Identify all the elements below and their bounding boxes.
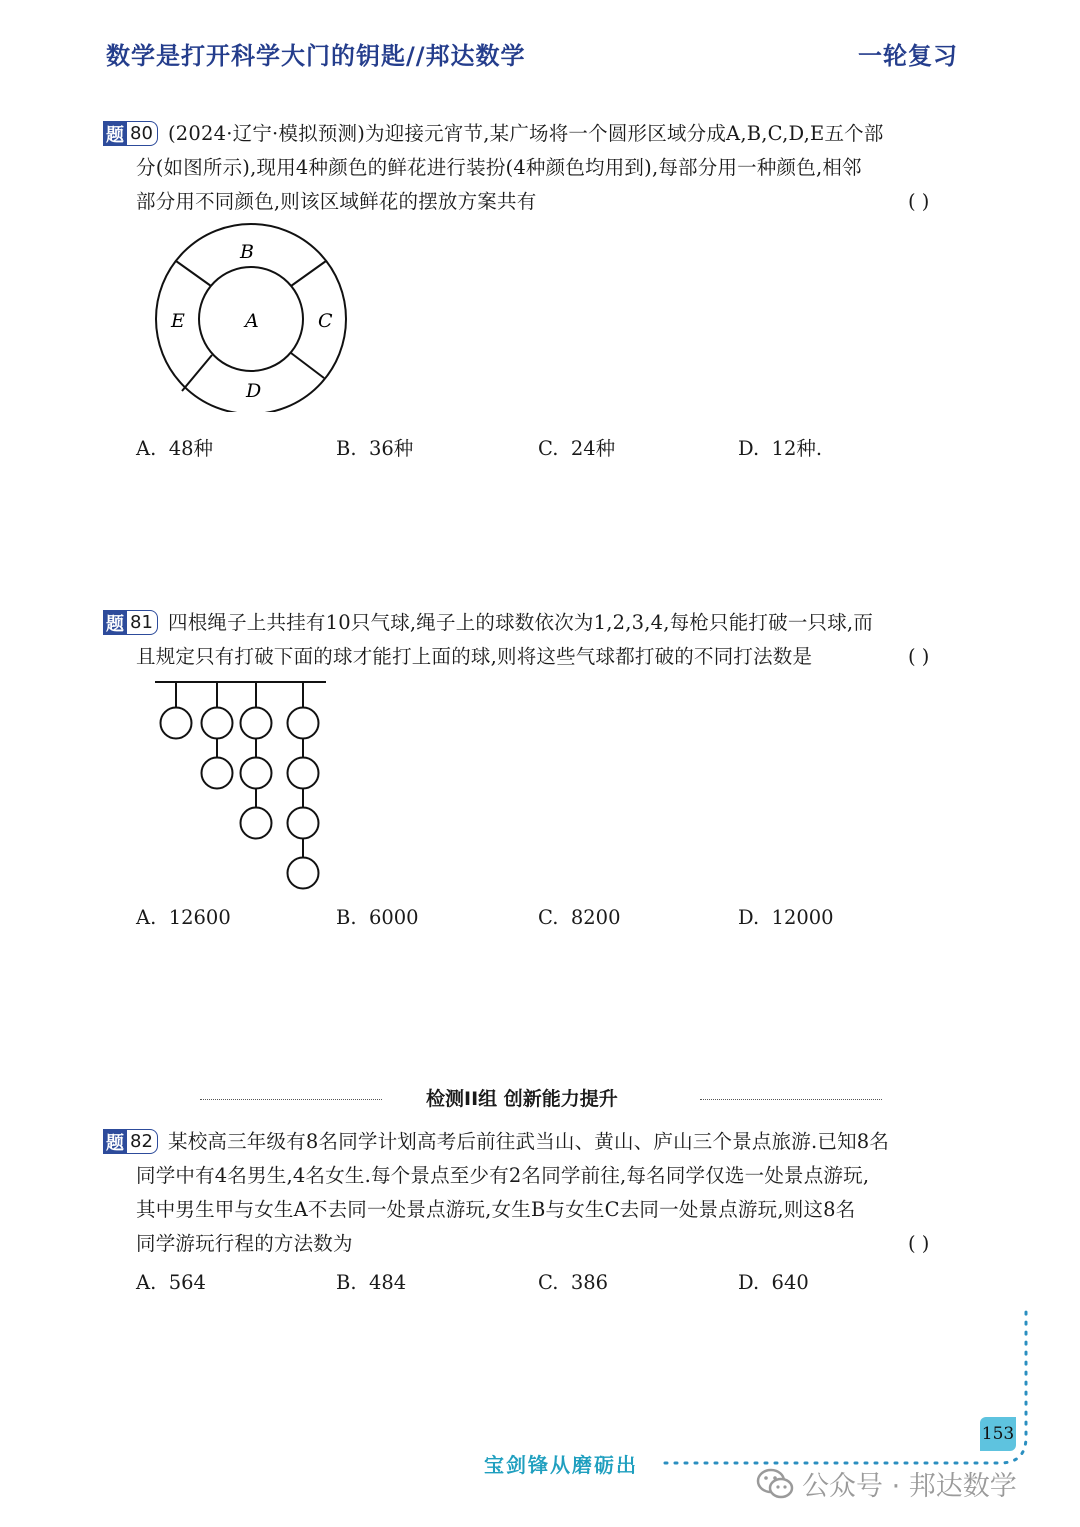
answer-blank-80: ( ): [908, 190, 930, 213]
balloon: [288, 758, 319, 789]
region-label-c: C: [318, 310, 333, 332]
answer-blank-82: ( ): [908, 1232, 930, 1255]
header-title: 数学是打开科学大门的钥匙//邦达数学: [106, 42, 526, 70]
balloon: [202, 708, 233, 739]
question-label-80: [103, 121, 158, 146]
option-82-c: C. 386: [538, 1271, 609, 1294]
option-80-b: B. 36种: [336, 437, 414, 460]
question-tag: 题: [103, 121, 127, 146]
balloon: [241, 808, 272, 839]
header-section: 一轮复习: [858, 42, 958, 70]
watermark: [756, 1464, 1017, 1503]
option-81-b: B. 6000: [336, 906, 419, 929]
question-number: 80: [127, 121, 158, 146]
divider-line: [291, 261, 326, 286]
region-label-a: A: [245, 310, 259, 332]
balloon: [241, 758, 272, 789]
option-82-a: A. 564: [136, 1271, 206, 1294]
option-80-a: A. 48种: [136, 437, 214, 460]
question-tag: 题: [103, 610, 127, 635]
balloon: [241, 708, 272, 739]
question-82-line-2: 同学中有4名男生,4名女生.每个景点至少有2名同学前往,每名同学仅选一处景点游玩,: [136, 1164, 870, 1187]
balloon: [161, 708, 192, 739]
section-divider-right: [700, 1099, 882, 1100]
question-82-line-4: 同学游玩行程的方法数为: [136, 1232, 353, 1255]
question-number: 82: [127, 1129, 158, 1154]
question-80-line-1: (2024·辽宁·模拟预测)为迎接元宵节,某广场将一个圆形区域分成A,B,C,D,E五个部: [168, 122, 884, 145]
balloon: [288, 858, 319, 889]
question-label-81: [103, 610, 158, 635]
region-label-d: D: [246, 380, 262, 402]
divider-line: [291, 353, 324, 378]
balloon: [202, 758, 233, 789]
option-82-d: D. 640: [738, 1271, 809, 1294]
question-label-82: [103, 1129, 158, 1154]
question-82-line-1: 某校高三年级有8名同学计划高考后前往武当山、黄山、庐山三个景点旅游.已知8名: [168, 1130, 890, 1153]
option-80-d: D. 12种.: [738, 437, 823, 460]
divider-line: [182, 355, 212, 391]
question-80-line-3: 部分用不同颜色,则该区域鲜花的摆放方案共有: [136, 190, 537, 213]
wechat-icon: [756, 1467, 794, 1501]
page-number: 153: [980, 1417, 1016, 1451]
question-number: 81: [127, 610, 158, 635]
question-81-line-1: 四根绳子上共挂有10只气球,绳子上的球数依次为1,2,3,4,每枪只能打破一只球,而: [168, 611, 874, 634]
footer-motto: 宝剑锋从磨砺出: [484, 1453, 638, 1477]
question-82-line-3: 其中男生甲与女生A不去同一处景点游玩,女生B与女生C去同一处景点游玩,则这8名: [136, 1198, 856, 1221]
answer-blank-81: ( ): [908, 645, 930, 668]
region-label-b: B: [240, 241, 254, 263]
region-label-e: E: [171, 310, 185, 332]
balloon-diagram: [150, 676, 335, 896]
watermark-text: 公众号 · 邦达数学: [802, 1471, 1017, 1502]
option-80-c: C. 24种: [538, 437, 616, 460]
section-title: 检测II组 创新能力提升: [426, 1088, 618, 1110]
divider-line: [176, 261, 211, 286]
section-divider-left: [200, 1099, 382, 1100]
question-tag: 题: [103, 1129, 127, 1154]
balloon: [288, 808, 319, 839]
option-81-a: A. 12600: [136, 906, 231, 929]
option-81-d: D. 12000: [738, 906, 834, 929]
ring-diagram: [150, 222, 355, 412]
option-82-b: B. 484: [336, 1271, 407, 1294]
balloon: [288, 708, 319, 739]
question-80-line-2: 分(如图所示),现用4种颜色的鲜花进行装扮(4种颜色均用到),每部分用一种颜色,相邻: [136, 156, 862, 179]
question-81-line-2: 且规定只有打破下面的球才能打上面的球,则将这些气球都打破的不同打法数是: [136, 645, 813, 668]
option-81-c: C. 8200: [538, 906, 621, 929]
